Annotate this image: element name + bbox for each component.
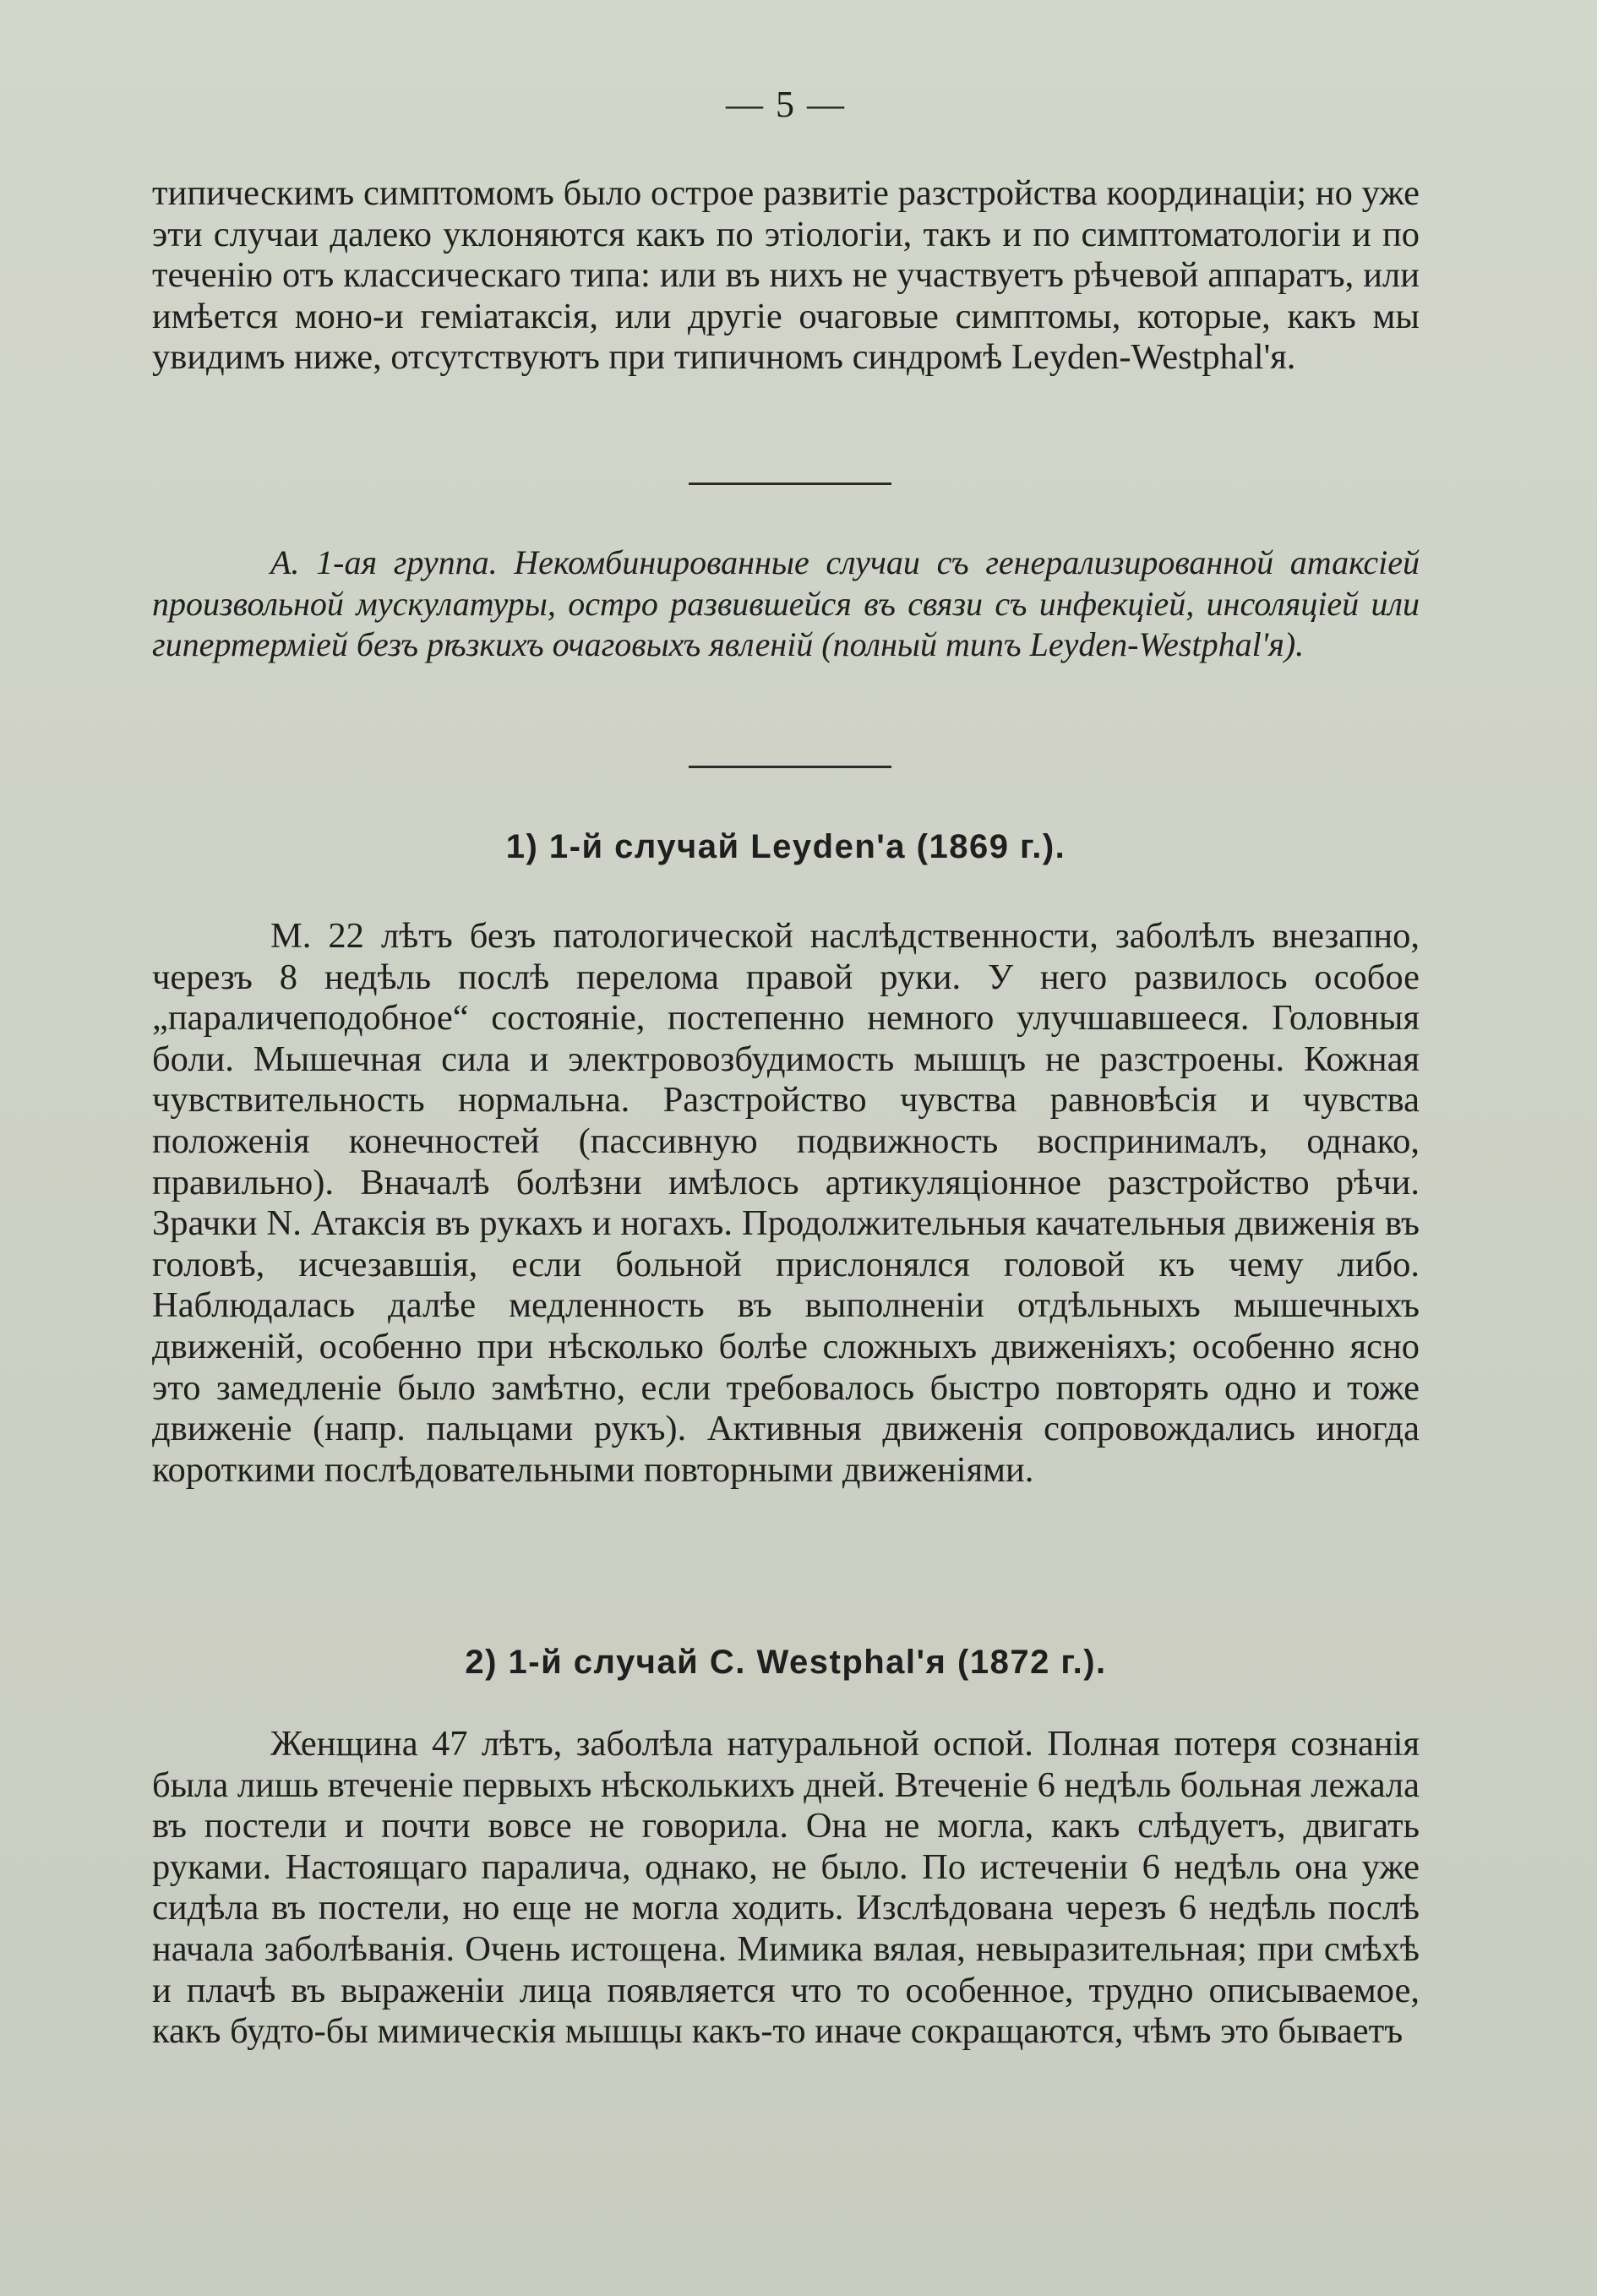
page-number: — 5 — (726, 84, 846, 125)
section-divider-top (689, 483, 891, 485)
case-2-paragraph: Женщина 47 лѣтъ, заболѣла натуральной оспой. Полная потеря сознанія была лишь втеченіе первыхъ нѣсколькихъ дней. Втеченіе 6 недѣль больная лежала въ постели и почти вовсе не говорила. Она не могла, какъ слѣдуетъ, двигать руками. Настоящаго паралича, однако, не было. По истеченіи 6 недѣль она уже сидѣла въ постели, но еще не могла ходить. Изслѣдована черезъ 6 недѣль послѣ начала заболѣванія. Очень истощена. Мимика вялая, невыразительная; при смѣхѣ и плачѣ въ выраженіи лица появляется что то особенное, трудно описываемое, какъ будто-бы мимическія мышцы какъ-то иначе сокращаются, чѣмъ это бываетъ (152, 1724, 1420, 2052)
case-2-heading: 2) 1-й случай C. Westphal'я (1872 г.). (465, 1644, 1107, 1681)
intro-paragraph: типическимъ симптомомъ было острое развитіе разстройства координаціи; но уже эти случаи далеко уклоняются какъ по этіологіи, такъ и по симптоматологіи и по теченію отъ классическаго типа: или въ нихъ не участвуетъ рѣчевой аппаратъ, или имѣется моно-и геміатаксія, или другіе очаговые симптомы, которые, какъ мы увидимъ ниже, отсутствуютъ при типичномъ синдромѣ Leyden-Westphal'я. (152, 173, 1420, 378)
intro-paragraph-block (152, 173, 1420, 379)
section-divider-bottom (689, 766, 891, 768)
group-a-heading-paragraph: А. 1-ая группа. Некомбинированные случаи съ генерализированной атаксіей произвольной мускулатуры, остро развившейся въ связи съ инфекціей, инсоляціей или гипертерміей безъ рѣзкихъ очаговыхъ явленій (полный типъ Leyden-Westphal'я). (152, 543, 1420, 663)
case-2-block (152, 1724, 1420, 2053)
case-1-heading: 1) 1-й случай Leyden'a (1869 г.). (505, 828, 1066, 865)
case-1-paragraph: М. 22 лѣтъ безъ патологической наслѣдственности, заболѣлъ внезапно, черезъ 8 недѣль послѣ перелома правой руки. У него развилось особое „параличеподобное“ состояніе, постепенно немного улучшавшееся. Головныя боли. Мышечная сила и электровозбудимость мышцъ не разстроены. Кожная чувствительность нормальна. Разстройство чувства равновѣсія и чувства положенія конечностей (пассивную подвижность воспринималъ, однако, правильно). Вначалѣ болѣзни имѣлось артикуляціонное разстройство рѣчи. Зрачки N. Атаксія въ рукахъ и ногахъ. Продолжительныя качательныя движенія въ головѣ, исчезавшія, если больной прислонялся головой къ чему либо. Наблюдалась далѣе медленность въ выполненіи отдѣльныхъ мышечныхъ движеній, особенно при нѣсколько болѣе сложныхъ движеніяхъ; особенно ясно это замедленіе было замѣтно, если требовалось быстро повторять одно и тоже движеніе (напр. пальцами рукъ). Активныя движенія сопровождались иногда короткими послѣдовательными повторными движеніями. (152, 916, 1420, 1490)
case-1-block (152, 916, 1420, 1491)
group-a-block (152, 543, 1420, 666)
